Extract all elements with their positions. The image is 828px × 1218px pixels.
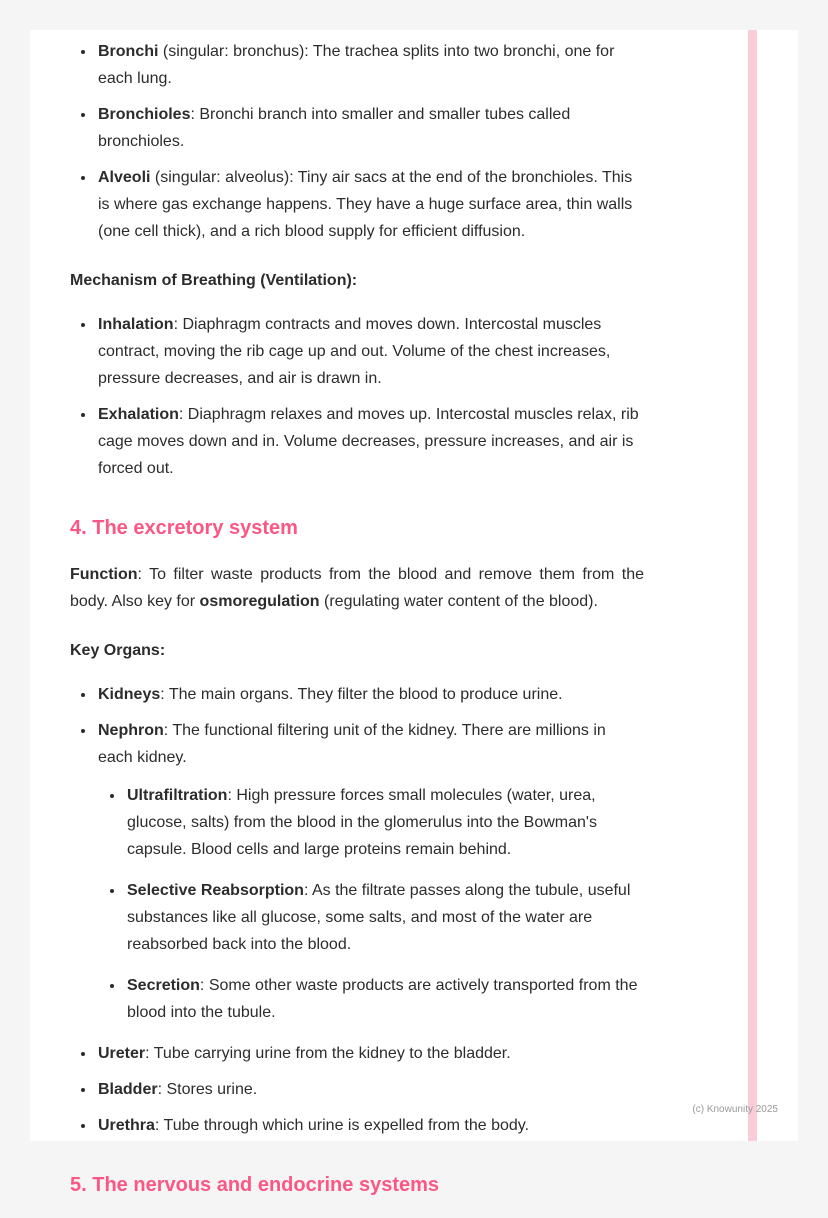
term-bladder: Bladder <box>98 1081 158 1098</box>
section-heading-nervous-endocrine-systems: 5. The nervous and endocrine systems <box>70 1174 440 1196</box>
desc-urethra: : Tube through which urine is expelled from the body. <box>154 1117 530 1134</box>
function-paragraph <box>70 561 644 615</box>
desc-bronchi: (singular: bronchus): The trachea splits into two bronchi, one for each lung. <box>98 43 615 87</box>
function-text-2: (regulating water content of the blood). <box>319 593 598 610</box>
desc-kidneys: : The main organs. They filter the blood to produce urine. <box>160 686 563 703</box>
term-exhalation: Exhalation <box>98 406 179 423</box>
list-item-bronchioles <box>96 101 644 155</box>
copyright-watermark: (c) Knowunity 2025 <box>692 1104 778 1115</box>
list-item-inhalation <box>96 311 644 392</box>
term-ureter: Ureter <box>98 1045 146 1062</box>
desc-secretion: : Some other waste products are actively transported from the blood into the tubule. <box>127 977 638 1021</box>
key-organs-list <box>70 681 644 1139</box>
desc-ureter: : Tube carrying urine from the kidney to the bladder. <box>145 1045 511 1062</box>
list-item-ureter <box>96 1040 644 1067</box>
desc-inhalation: : Diaphragm contracts and moves down. Intercostal muscles contract, moving the rib cage up and out. Volume of the chest increases, pressure decreases, and air is drawn in. <box>98 316 611 387</box>
accent-stripe <box>748 30 757 1141</box>
key-organs-heading: Key Organs: <box>70 642 166 659</box>
desc-alveoli: (singular: alveolus): Tiny air sacs at the end of the bronchioles. This is where gas exchange happens. They have a huge surface area, thin walls (one cell thick), and a rich blood supply for efficient diffusion. <box>98 169 633 240</box>
term-bronchi: Bronchi <box>98 43 159 60</box>
list-item-ultrafiltration <box>125 782 644 863</box>
desc-nephron: : The functional filtering unit of the kidney. There are millions in each kidney. <box>98 722 606 766</box>
function-text-1: : To filter waste products from the blood and remove them from the body. Also key for <box>70 566 644 610</box>
list-item-nephron <box>96 717 644 1026</box>
term-urethra: Urethra <box>98 1117 155 1134</box>
desc-bronchioles: : Bronchi branch into smaller and smaller tubes called bronchioles. <box>98 106 571 150</box>
list-item-selective-reabsorption <box>125 877 644 958</box>
function-label: Function <box>70 566 138 583</box>
term-inhalation: Inhalation <box>98 316 174 333</box>
nephron-process-list <box>98 782 644 1026</box>
desc-selective-reabsorption: : As the filtrate passes along the tubule, useful substances like all glucose, some salts, and most of the water are reabsorbed back into the blood. <box>127 882 631 953</box>
term-nephron: Nephron <box>98 722 164 739</box>
desc-bladder: : Stores urine. <box>157 1081 258 1098</box>
term-ultrafiltration: Ultrafiltration <box>127 787 228 804</box>
osmoregulation-term: osmoregulation <box>199 593 320 610</box>
list-item-exhalation <box>96 401 644 482</box>
section-heading-excretory-system: 4. The excretory system <box>70 517 298 539</box>
respiratory-structures-list <box>70 38 644 245</box>
term-selective-reabsorption: Selective Reabsorption <box>127 882 304 899</box>
document-content <box>70 38 644 1218</box>
mechanism-of-breathing-heading: Mechanism of Breathing (Ventilation): <box>70 272 358 289</box>
breathing-mechanism-list <box>70 311 644 482</box>
term-kidneys: Kidneys <box>98 686 161 703</box>
list-item-kidneys <box>96 681 644 708</box>
term-bronchioles: Bronchioles <box>98 106 191 123</box>
content-card <box>30 30 798 1196</box>
list-item-alveoli <box>96 164 644 245</box>
list-item-bronchi <box>96 38 644 92</box>
list-item-secretion <box>125 972 644 1026</box>
term-secretion: Secretion <box>127 977 200 994</box>
list-item-bladder <box>96 1076 644 1103</box>
desc-ultrafiltration: : High pressure forces small molecules (water, urea, glucose, salts) from the blood in the glomerulus into the Bowman's capsule. Blood cells and large proteins remain behind. <box>127 787 597 858</box>
term-alveoli: Alveoli <box>98 169 151 186</box>
desc-exhalation: : Diaphragm relaxes and moves up. Intercostal muscles relax, rib cage moves down and in. Volume decreases, pressure increases, and air is forced out. <box>98 406 639 477</box>
list-item-urethra <box>96 1112 644 1139</box>
